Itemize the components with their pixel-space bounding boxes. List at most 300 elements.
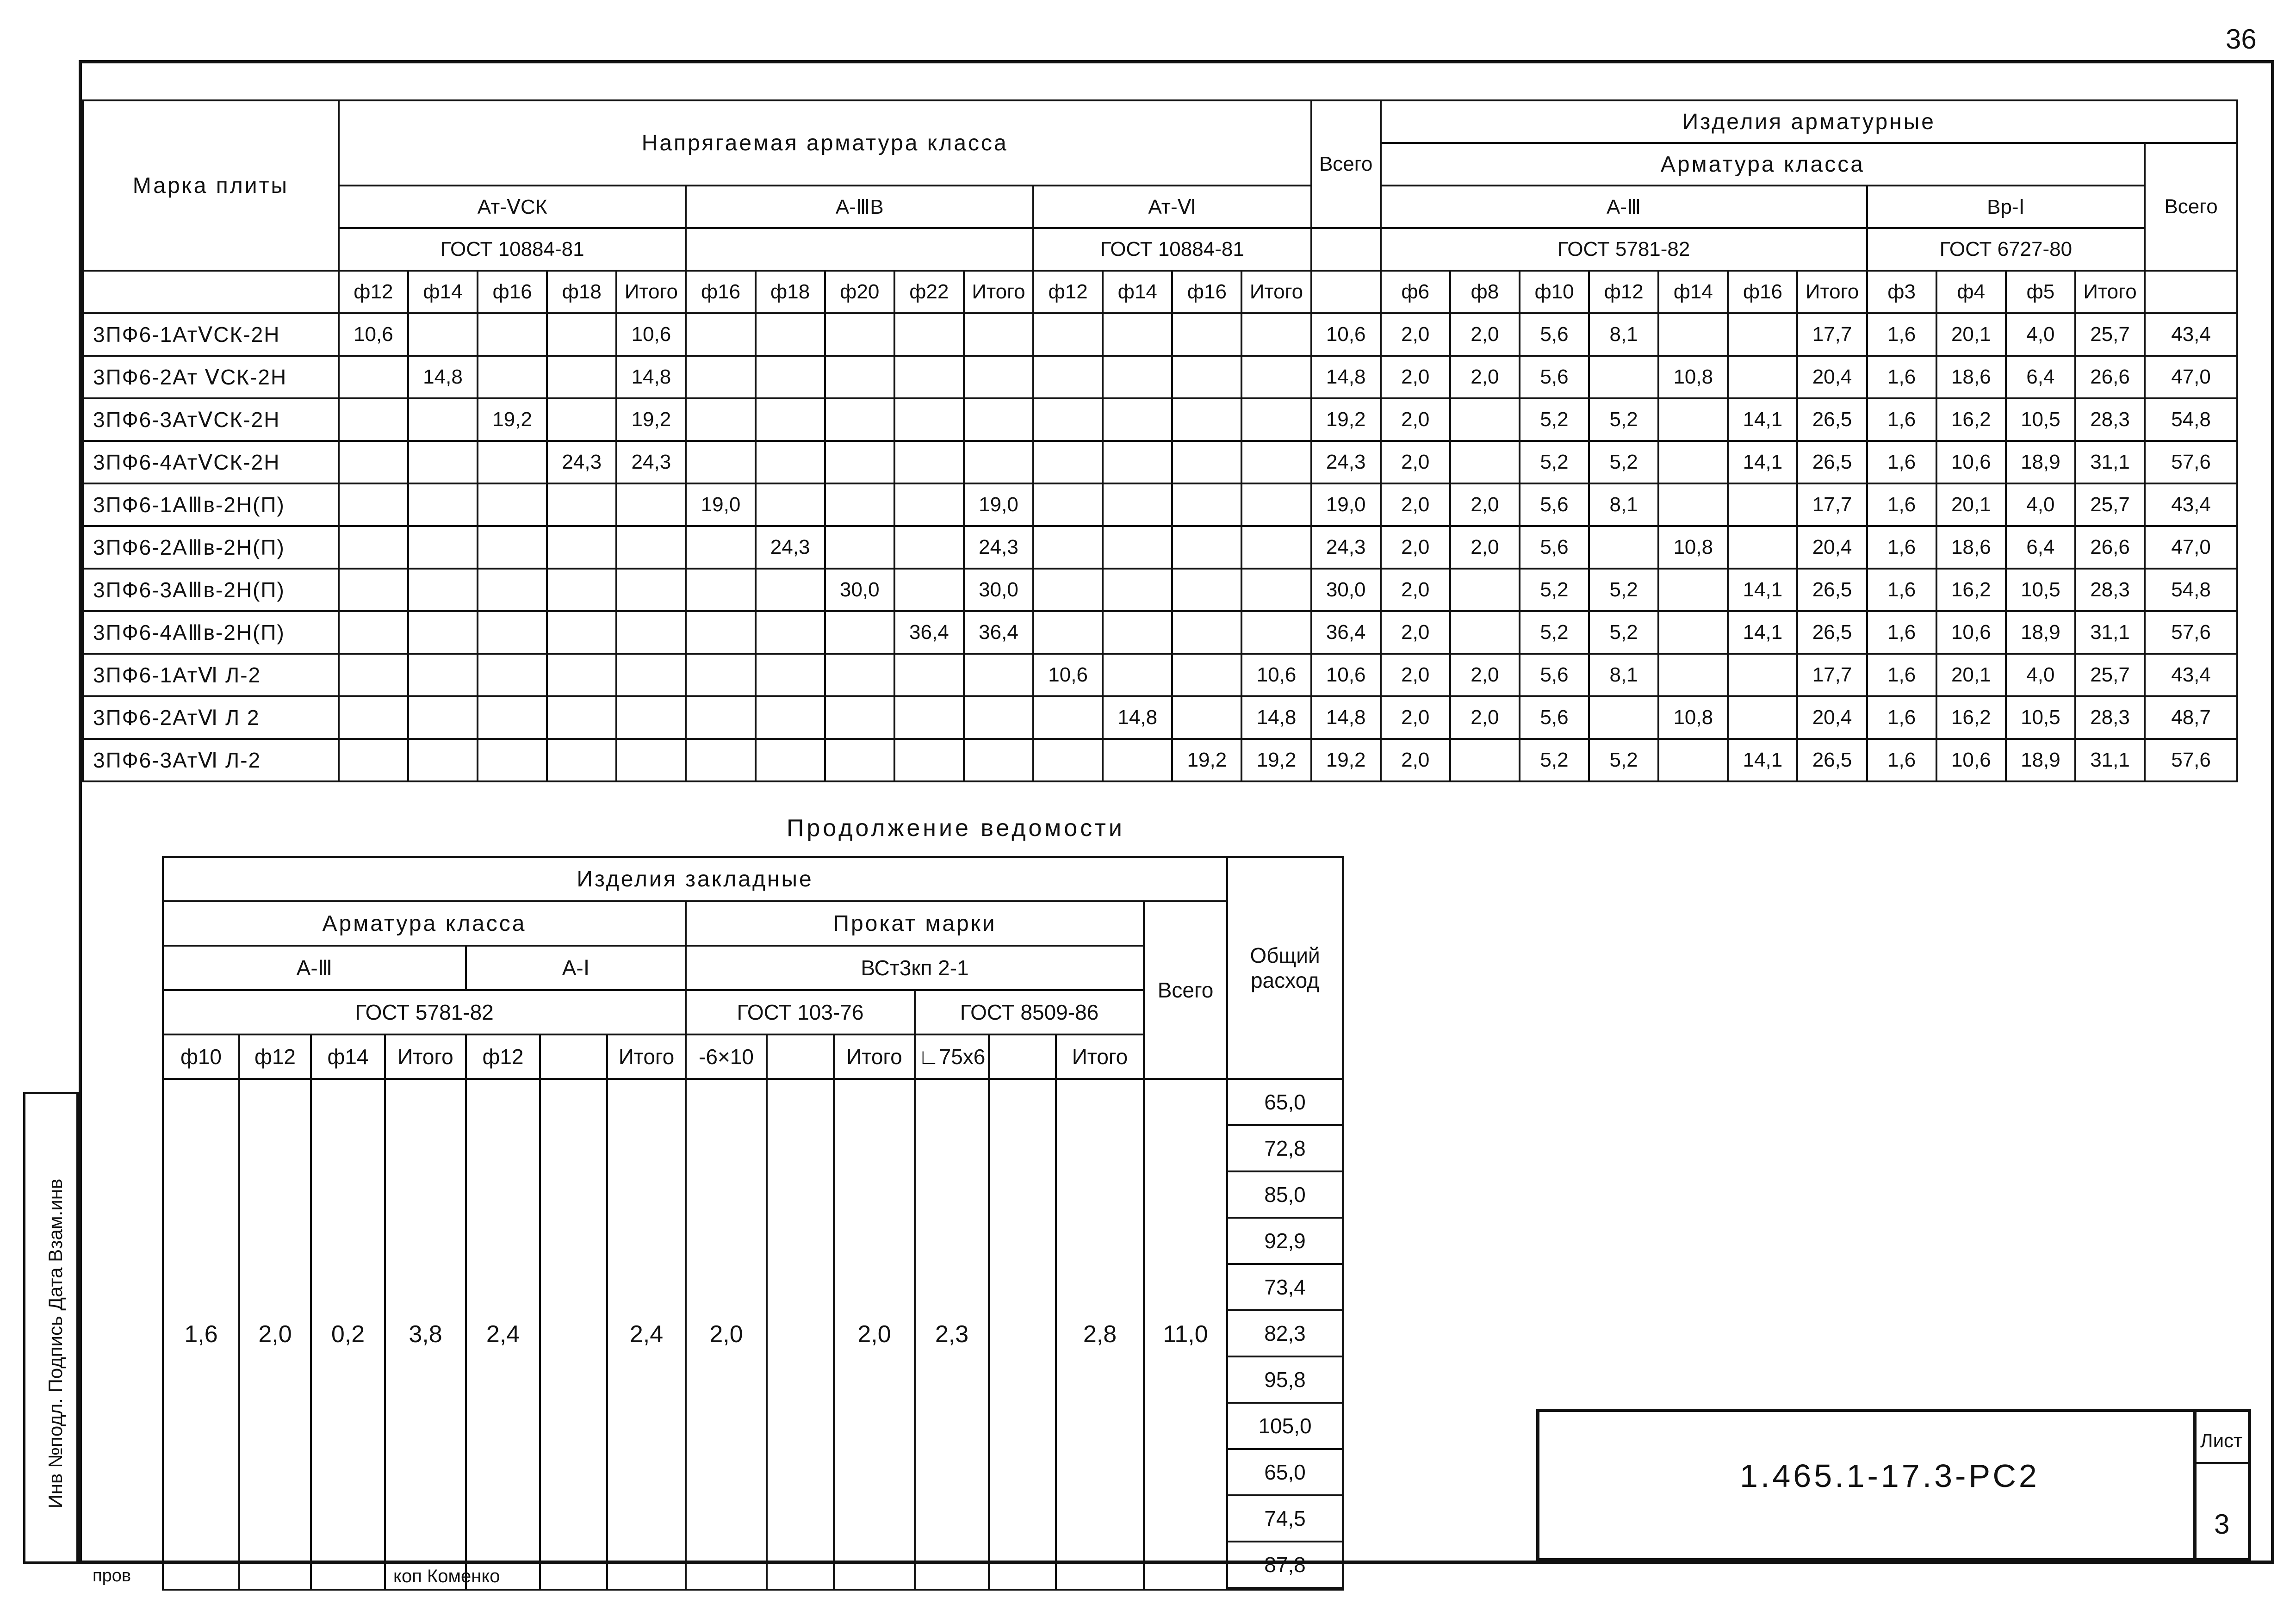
table-cell: 16,2 [1936, 569, 2006, 611]
table-cell: 2,0 [1381, 356, 1450, 398]
table-cell [1658, 739, 1728, 781]
value-cell: 2,0 [834, 1079, 915, 1590]
table-cell: 4,0 [2006, 654, 2075, 696]
table-cell: 14,8 [1241, 696, 1311, 739]
table-cell [339, 356, 408, 398]
column-header: ф6 [1381, 271, 1450, 313]
table-cell [894, 313, 964, 356]
table-cell [894, 398, 964, 441]
table-cell [478, 739, 547, 781]
table-cell: 24,3 [616, 441, 686, 483]
table-cell [1450, 739, 1520, 781]
total-header-2: Всего [2145, 143, 2237, 271]
table-cell [825, 739, 894, 781]
table-cell [478, 696, 547, 739]
reinf-class-title: Арматура класса [1381, 143, 2145, 186]
column-header [540, 1034, 607, 1079]
table-cell: 36,4 [964, 611, 1033, 654]
consumption-value: 95,8 [1228, 1357, 1342, 1404]
table-cell [825, 313, 894, 356]
group-gost-1: ГОСТ 10884-81 [339, 228, 686, 271]
table-cell: 2,0 [1450, 526, 1520, 569]
column-header: ф3 [1867, 271, 1936, 313]
row-mark: 3ПФ6-4АⅢв-2Н(П) [83, 611, 339, 654]
table-cell [1658, 569, 1728, 611]
table-cell: 5,6 [1520, 483, 1589, 526]
column-header: ∟75х6 [915, 1034, 989, 1079]
table-cell [339, 441, 408, 483]
table-cell [1241, 526, 1311, 569]
table-cell: 14,1 [1728, 441, 1797, 483]
table-cell [1172, 611, 1241, 654]
table-cell: 48,7 [2145, 696, 2237, 739]
table-cell: 10,8 [1658, 696, 1728, 739]
table-cell: 14,1 [1728, 398, 1797, 441]
table-cell: 1,6 [1867, 696, 1936, 739]
table-cell [408, 696, 478, 739]
embedded-title: Изделия закладные [163, 857, 1227, 901]
table-cell [894, 356, 964, 398]
table-cell: 5,6 [1520, 654, 1589, 696]
table-row [83, 569, 2237, 611]
table-cell: 2,0 [1381, 696, 1450, 739]
table-row [83, 611, 2237, 654]
group-class-3: Ат-Ⅵ [1033, 186, 1311, 228]
table-cell: 2,0 [1381, 483, 1450, 526]
table-cell: 24,3 [756, 526, 825, 569]
table-cell [408, 441, 478, 483]
table-cell [1728, 356, 1797, 398]
total-value: 11,0 [1144, 1079, 1227, 1590]
table-cell: 1,6 [1867, 483, 1936, 526]
table-cell: 43,4 [2145, 654, 2237, 696]
table-cell: 54,8 [2145, 569, 2237, 611]
table-cell: 28,3 [2075, 398, 2145, 441]
consumption-value: 65,0 [1228, 1080, 1342, 1126]
table-cell [1241, 611, 1311, 654]
table-cell: 26,6 [2075, 526, 2145, 569]
embedded-items-table [162, 856, 1344, 1591]
table-cell [1103, 356, 1172, 398]
table-cell: 5,2 [1589, 611, 1658, 654]
table-cell [616, 611, 686, 654]
table-cell [1172, 398, 1241, 441]
table-cell [1033, 569, 1103, 611]
table-row [83, 696, 2237, 739]
table-cell [825, 526, 894, 569]
column-header: Итого [1056, 1034, 1144, 1079]
table-cell: 26,5 [1797, 441, 1867, 483]
table-cell: 2,0 [1450, 356, 1520, 398]
table-cell [1450, 441, 1520, 483]
table-cell: 14,8 [616, 356, 686, 398]
table-cell [1241, 569, 1311, 611]
table-cell [478, 313, 547, 356]
table-cell [1033, 526, 1103, 569]
table-cell [756, 739, 825, 781]
table-cell [1241, 313, 1311, 356]
value-cell [540, 1079, 607, 1590]
table-cell [1241, 483, 1311, 526]
table-cell: 5,2 [1520, 398, 1589, 441]
column-header: ф10 [1520, 271, 1589, 313]
column-header: ф4 [1936, 271, 2006, 313]
table-cell: 28,3 [2075, 696, 2145, 739]
table-cell: 19,2 [1311, 739, 1381, 781]
table-cell: 2,0 [1450, 483, 1520, 526]
table-cell [1728, 654, 1797, 696]
table-cell [339, 526, 408, 569]
table-cell: 20,4 [1797, 696, 1867, 739]
table-cell [825, 441, 894, 483]
t2-class-a3: А-Ⅲ [163, 946, 466, 990]
table-cell [478, 569, 547, 611]
value-cell: 2,0 [239, 1079, 311, 1590]
table-cell [339, 696, 408, 739]
table-cell [408, 483, 478, 526]
table-cell: 1,6 [1867, 356, 1936, 398]
table-cell: 10,5 [2006, 398, 2075, 441]
table-cell [1103, 654, 1172, 696]
table-cell [547, 739, 616, 781]
table-cell: 24,3 [1311, 441, 1381, 483]
table-cell [616, 654, 686, 696]
table-cell: 8,1 [1589, 654, 1658, 696]
table-cell [686, 696, 755, 739]
table-cell: 20,1 [1936, 313, 2006, 356]
table-cell [1172, 313, 1241, 356]
table-cell [686, 611, 755, 654]
table-cell [964, 739, 1033, 781]
table-cell: 25,7 [2075, 654, 2145, 696]
table-cell [825, 483, 894, 526]
table-cell [1172, 526, 1241, 569]
table-cell [408, 313, 478, 356]
table-cell: 1,6 [1867, 654, 1936, 696]
table-cell [1033, 313, 1103, 356]
table-cell: 10,6 [1033, 654, 1103, 696]
table-cell [756, 696, 825, 739]
column-header: Итого [616, 271, 686, 313]
table-cell [616, 483, 686, 526]
table-cell [1241, 441, 1311, 483]
column-header: -6×10 [686, 1034, 767, 1079]
column-header: Итого [1241, 271, 1311, 313]
side-stamp-box [23, 1092, 79, 1564]
table-cell: 14,8 [1103, 696, 1172, 739]
table-cell [1658, 441, 1728, 483]
table-cell: 1,6 [1867, 526, 1936, 569]
table-cell: 10,6 [1936, 739, 2006, 781]
table-cell: 43,4 [2145, 313, 2237, 356]
consumption-header: Общий расход [1227, 857, 1343, 1079]
table-cell [339, 398, 408, 441]
column-header: ф8 [1450, 271, 1520, 313]
consumption-value: 92,9 [1228, 1219, 1342, 1265]
value-cell [767, 1079, 834, 1590]
table-cell [756, 356, 825, 398]
table-cell [686, 739, 755, 781]
value-cell: 2,0 [686, 1079, 767, 1590]
table-cell [825, 696, 894, 739]
value-cell [989, 1079, 1056, 1590]
table-row [83, 483, 2237, 526]
table-cell [686, 398, 755, 441]
table-cell: 2,0 [1381, 526, 1450, 569]
table-cell [1172, 441, 1241, 483]
table-cell: 10,6 [1936, 441, 2006, 483]
table-cell [1658, 483, 1728, 526]
table-cell: 2,0 [1381, 654, 1450, 696]
table-cell: 30,0 [1311, 569, 1381, 611]
t2-reinf-class: Арматура класса [163, 901, 686, 946]
table-row [83, 356, 2237, 398]
table-cell [894, 696, 964, 739]
table-cell: 8,1 [1589, 313, 1658, 356]
table-cell [964, 441, 1033, 483]
table-cell: 14,8 [1311, 356, 1381, 398]
group-class-2: А-ⅢВ [686, 186, 1033, 228]
table-cell: 31,1 [2075, 441, 2145, 483]
table-cell [1033, 398, 1103, 441]
consumption-value: 105,0 [1228, 1404, 1342, 1450]
table-cell: 14,1 [1728, 739, 1797, 781]
table-cell [1103, 398, 1172, 441]
table-cell [478, 654, 547, 696]
table-cell [1103, 313, 1172, 356]
table-cell: 36,4 [894, 611, 964, 654]
column-header: ф10 [163, 1034, 239, 1079]
table-cell [1172, 483, 1241, 526]
table-cell: 47,0 [2145, 356, 2237, 398]
table-cell: 14,1 [1728, 569, 1797, 611]
value-cell: 1,6 [163, 1079, 239, 1590]
column-header [989, 1034, 1056, 1079]
table-cell [1033, 483, 1103, 526]
table-cell [1658, 313, 1728, 356]
table-cell: 19,0 [686, 483, 755, 526]
row-mark: 3ПФ6-2АⅢв-2Н(П) [83, 526, 339, 569]
table-cell [547, 569, 616, 611]
table-cell [964, 398, 1033, 441]
row-mark: 3ПФ6-2АтⅥ Л 2 [83, 696, 339, 739]
table-cell: 5,2 [1520, 739, 1589, 781]
group-gost-3: ГОСТ 10884-81 [1033, 228, 1311, 271]
table-cell [616, 526, 686, 569]
table-cell: 4,0 [2006, 313, 2075, 356]
column-header: ф12 [466, 1034, 540, 1079]
table-cell [1728, 483, 1797, 526]
column-header: ф12 [339, 271, 408, 313]
table-cell [686, 441, 755, 483]
table-cell: 5,6 [1520, 526, 1589, 569]
table-cell [1103, 739, 1172, 781]
table-row [83, 441, 2237, 483]
table-cell [1658, 654, 1728, 696]
table-cell: 25,7 [2075, 483, 2145, 526]
value-cell: 2,8 [1056, 1079, 1144, 1590]
table-cell: 57,6 [2145, 739, 2237, 781]
table-cell: 1,6 [1867, 569, 1936, 611]
table-cell [894, 739, 964, 781]
group-class-1: Ат-ⅤСК [339, 186, 686, 228]
table-cell: 16,2 [1936, 696, 2006, 739]
table-cell [1033, 441, 1103, 483]
row-mark: 3ПФ6-3АтⅥ Л-2 [83, 739, 339, 781]
table-cell: 14,8 [408, 356, 478, 398]
table-cell: 47,0 [2145, 526, 2237, 569]
row-mark: 3ПФ6-2Ат ⅤСК-2Н [83, 356, 339, 398]
table-cell: 30,0 [964, 569, 1033, 611]
table-cell: 5,2 [1520, 611, 1589, 654]
table-cell [756, 654, 825, 696]
consumption-value: 74,5 [1228, 1496, 1342, 1542]
table-cell [1103, 483, 1172, 526]
consumption-value: 87,8 [1228, 1542, 1342, 1589]
group-class-5: Вр-Ⅰ [1867, 186, 2145, 228]
table-cell [756, 569, 825, 611]
table-cell: 24,3 [964, 526, 1033, 569]
column-header: ф18 [756, 271, 825, 313]
continuation-caption: Продолжение ведомости [787, 815, 1125, 842]
table-cell: 14,8 [1311, 696, 1381, 739]
table-row [83, 654, 2237, 696]
footer-left: пров [93, 1566, 131, 1585]
table-cell [1589, 526, 1658, 569]
table-cell [686, 356, 755, 398]
table-row [83, 739, 2237, 781]
table-cell [825, 654, 894, 696]
table-cell [1241, 356, 1311, 398]
table-cell: 1,6 [1867, 611, 1936, 654]
table-cell: 20,1 [1936, 483, 2006, 526]
table-cell: 19,2 [478, 398, 547, 441]
t2-gost3: ГОСТ 8509-86 [915, 990, 1144, 1034]
products-title: Изделия арматурные [1381, 100, 2237, 143]
t2-total-header: Всего [1144, 901, 1227, 1079]
column-header: Итого [607, 1034, 686, 1079]
table-cell: 17,7 [1797, 313, 1867, 356]
table-cell [1728, 696, 1797, 739]
table-cell [1103, 569, 1172, 611]
table-cell [1658, 398, 1728, 441]
table-cell: 19,0 [1311, 483, 1381, 526]
table-cell: 10,6 [1311, 313, 1381, 356]
table-cell: 26,5 [1797, 569, 1867, 611]
table-cell: 20,4 [1797, 526, 1867, 569]
t2-gost2: ГОСТ 103-76 [686, 990, 915, 1034]
document-code: 1.465.1-17.3-РС2 [1740, 1458, 2040, 1494]
table-cell [1033, 356, 1103, 398]
group-gost-2 [686, 228, 1033, 271]
table-cell: 2,0 [1450, 696, 1520, 739]
column-header: ф18 [547, 271, 616, 313]
table-cell [1033, 739, 1103, 781]
table-cell: 18,9 [2006, 739, 2075, 781]
table-cell [339, 654, 408, 696]
table-cell [686, 569, 755, 611]
t2-class-a1: А-Ⅰ [466, 946, 686, 990]
table-cell [1103, 526, 1172, 569]
table-cell [894, 483, 964, 526]
column-header: ф14 [311, 1034, 385, 1079]
table-cell [825, 356, 894, 398]
table-cell [478, 526, 547, 569]
table-cell [1450, 398, 1520, 441]
table-cell: 6,4 [2006, 526, 2075, 569]
table-cell: 28,3 [2075, 569, 2145, 611]
group-gost-4: ГОСТ 5781-82 [1381, 228, 1867, 271]
table-cell: 14,1 [1728, 611, 1797, 654]
table-cell: 54,8 [2145, 398, 2237, 441]
page-number: 36 [2226, 24, 2257, 55]
column-header: ф5 [2006, 271, 2075, 313]
column-header: Итого [964, 271, 1033, 313]
table-cell: 5,2 [1520, 441, 1589, 483]
reinforcement-table [82, 99, 2238, 782]
table-cell: 18,6 [1936, 526, 2006, 569]
table-cell [1172, 569, 1241, 611]
table-cell [339, 611, 408, 654]
table-cell [547, 611, 616, 654]
table-cell [547, 356, 616, 398]
total-header-1: Всего [1311, 100, 1381, 228]
table-cell [756, 313, 825, 356]
table-cell: 26,6 [2075, 356, 2145, 398]
table-cell: 5,2 [1589, 739, 1658, 781]
side-stamp-label: Инв №подл. Подпись Дата Взам.инв [44, 1178, 66, 1509]
consumption-value: 85,0 [1228, 1172, 1342, 1219]
table-cell [1033, 611, 1103, 654]
table-cell: 19,0 [964, 483, 1033, 526]
value-cell: 2,3 [915, 1079, 989, 1590]
column-header: Итого [2075, 271, 2145, 313]
table-cell: 2,0 [1450, 313, 1520, 356]
value-cell: 0,2 [311, 1079, 385, 1590]
table-cell [1658, 611, 1728, 654]
table-cell [616, 696, 686, 739]
mark-header: Марка плиты [83, 100, 339, 271]
column-header: ф16 [1172, 271, 1241, 313]
table-cell [408, 569, 478, 611]
column-header: ф12 [239, 1034, 311, 1079]
table-cell: 17,7 [1797, 483, 1867, 526]
table-cell [756, 611, 825, 654]
table-cell [686, 313, 755, 356]
table-cell: 10,8 [1658, 356, 1728, 398]
table-cell: 2,0 [1381, 739, 1450, 781]
sheet-label: Лист [2200, 1430, 2243, 1451]
table-cell: 19,2 [616, 398, 686, 441]
table-cell [1172, 696, 1241, 739]
table-cell: 57,6 [2145, 611, 2237, 654]
table-cell [1589, 356, 1658, 398]
consumption-value: 82,3 [1228, 1311, 1342, 1357]
table-cell [964, 313, 1033, 356]
table-cell [478, 356, 547, 398]
table-cell: 5,2 [1589, 569, 1658, 611]
table-cell: 25,7 [2075, 313, 2145, 356]
table-cell: 5,6 [1520, 313, 1589, 356]
sheet-number: 3 [2214, 1509, 2230, 1540]
table-cell [1728, 526, 1797, 569]
table-cell [547, 483, 616, 526]
table-cell [478, 441, 547, 483]
table-cell: 24,3 [1311, 526, 1381, 569]
table-cell: 10,5 [2006, 569, 2075, 611]
footer-right: коп Коменко [393, 1566, 500, 1586]
table-cell [894, 526, 964, 569]
